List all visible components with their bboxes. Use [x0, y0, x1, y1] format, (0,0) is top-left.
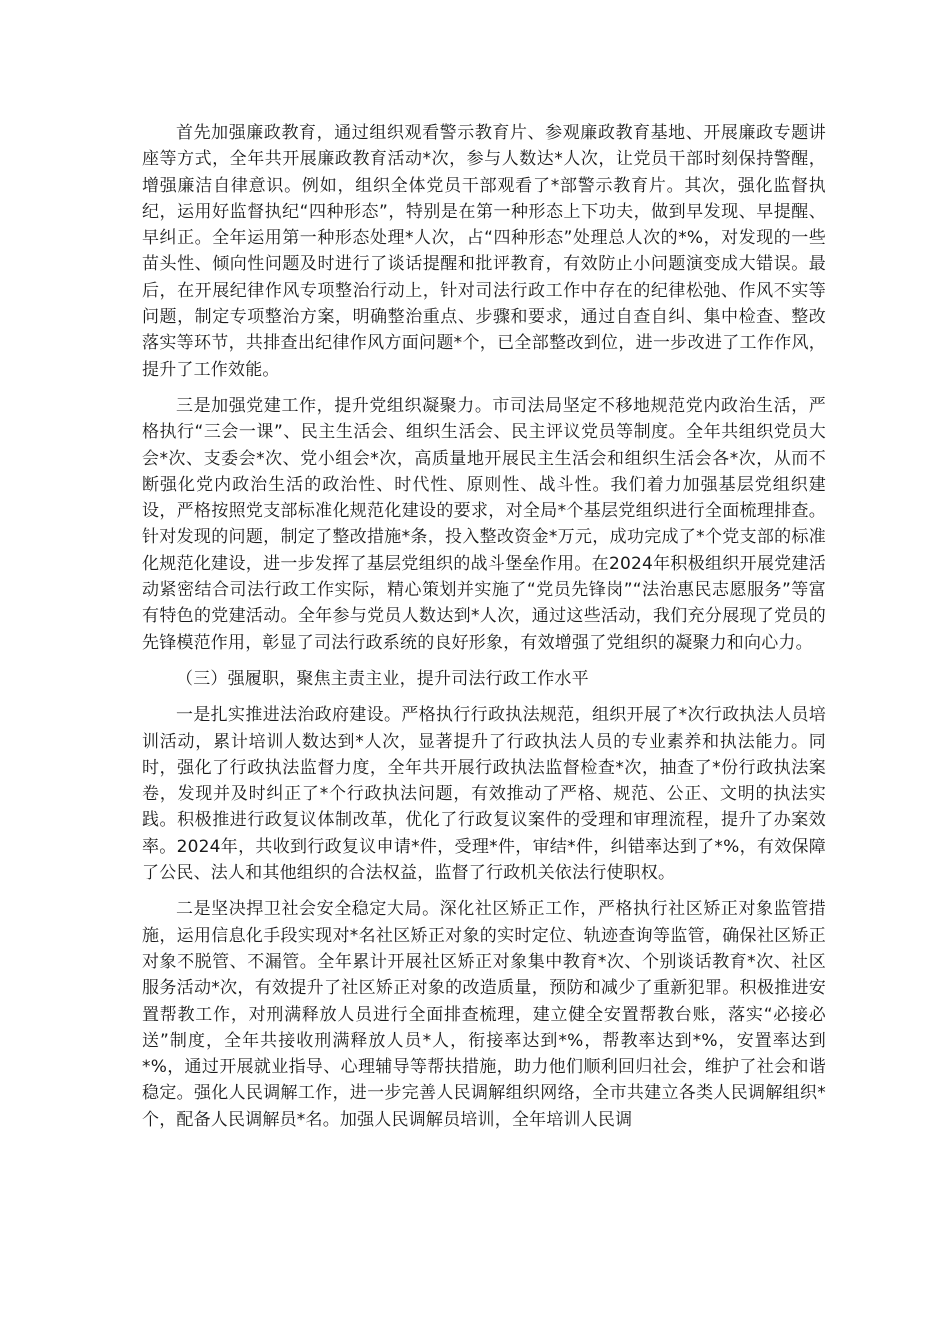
document-body [142, 120, 826, 1143]
paragraph-party-building: 三是加强党建工作，提升党组织凝聚力。市司法局坚定不移地规范党内政治生活，严格执行“三会一课”、民主生活会、组织生活会、民主评议党员等制度。全年共组织党员大会*次、支委会*次、党小组会*次，高质量地开展民主生活会和组织生活会各*次，从而不断强化党内政治生活的政治性、时代性、原则性、战斗性。我们着力加强基层党组织建设，严格按照党支部标准化规范化建设的要求，对全局*个基层党组织进行全面梳理排查。针对发现的问题，制定了整改措施*条，投入整改资金*万元，成功完成了*个党支部的标准化规范化建设，进一步发挥了基层党组织的战斗堡垒作用。在2024年积极组织开展党建活动紧密结合司法行政工作实际，精心策划并实施了“党员先锋岗”“法治惠民志愿服务”等富有特色的党建活动。全年参与党员人数达到*人次，通过这些活动，我们充分展现了党员的先锋模范作用，彰显了司法行政系统的良好形象，有效增强了党组织的凝聚力和向心力。 [142, 395, 826, 653]
paragraph-rule-of-law: 一是扎实推进法治政府建设。严格执行行政执法规范，组织开展了*次行政执法人员培训活动，累计培训人数达到*人次，显著提升了行政执法人员的专业素养和执法能力。同时，强化了行政执法监督力度，全年共开展行政执法监督检查*次，抽查了*份行政执法案卷，发现并及时纠正了*个行政执法问题，有效推动了严格、规范、公正、文明的执法实践。积极推进行政复议体制改革，优化了行政复议案件的受理和审理流程，提升了办案效率。2024年，共收到行政复议申请*件，受理*件，审结*件，纠错率达到了*%，有效保障了公民、法人和其他组织的合法权益，监督了行政机关依法行使职权。 [142, 705, 826, 884]
paragraph-social-stability: 二是坚决捍卫社会安全稳定大局。深化社区矫正工作，严格执行社区矫正对象监管措施，运用信息化手段实现对*名社区矫正对象的实时定位、轨迹查询等监管，确保社区矫正对象不脱管、不漏管。全年累计开展社区矫正对象集中教育*次、个别谈话教育*次、社区服务活动*次，有效提升了社区矫正对象的改造质量，预防和减少了重新犯罪。积极推进安置帮教工作，对刑满释放人员进行全面排查梳理，建立健全安置帮教台账，落实“必接必送”制度，全年共接收刑满释放人员*人，衔接率达到*%，帮教率达到*%，安置率达到*%，通过开展就业指导、心理辅导等帮扶措施，助力他们顺利回归社会，维护了社会和谐稳定。强化人民调解工作，进一步完善人民调解组织网络，全市共建立各类人民调解组织*个，配备人民调解员*名。加强人民调解员培训，全年培训人民调 [142, 899, 826, 1130]
paragraph-anti-corruption: 首先加强廉政教育，通过组织观看警示教育片、参观廉政教育基地、开展廉政专题讲座等方式，全年共开展廉政教育活动*次，参与人数达*人次，让党员干部时刻保持警醒，增强廉洁自律意识。例如，组织全体党员干部观看了*部警示教育片。其次，强化监督执纪，运用好监督执纪“四种形态”，特别是在第一种形态上下功夫，做到早发现、早提醒、早纠正。全年运用第一种形态处理*人次，占“四种形态”处理总人次的*%，对发现的一些苗头性、倾向性问题及时进行了谈话提醒和批评教育，有效防止小问题演变成大错误。最后，在开展纪律作风专项整治行动上，针对司法行政工作中存在的纪律松弛、作风不实等问题，制定专项整治方案，明确整治重点、步骤和要求，通过自查自纠、集中检查、整改落实等环节，共排查出纪律作风方面问题*个，已全部整改到位，进一步改进了工作作风，提升了工作效能。 [142, 123, 826, 380]
section-heading: （三）强履职，聚焦主责主业，提升司法行政工作水平 [176, 668, 589, 689]
